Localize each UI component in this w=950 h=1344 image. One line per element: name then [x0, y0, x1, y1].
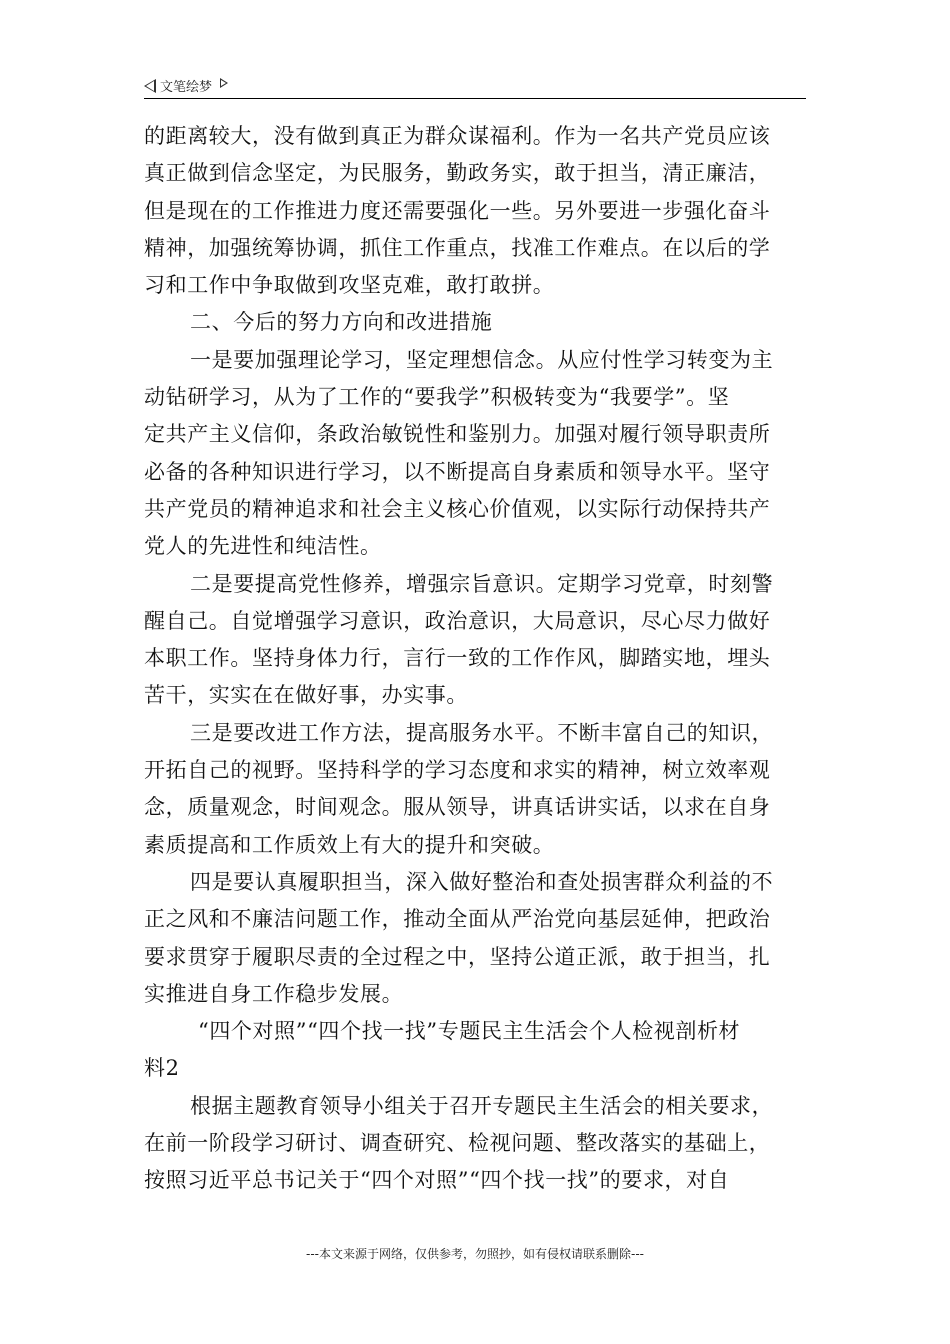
text-line: 真正做到信念坚定，为民服务，勤政务实，敢于担当，清正廉洁，	[144, 161, 771, 186]
text-line: 党人的先进性和纯洁性。	[144, 534, 382, 559]
brand-name: 文笔绘梦	[160, 80, 213, 95]
text-line: 三是要改进工作方法，提高服务水平。不断丰富自己的知识，	[190, 720, 774, 745]
text-line: 精神，加强统筹协调，抓住工作重点，找准工作难点。在以后的学	[144, 235, 771, 260]
text-line: 开拓自己的视野。坚持科学的学习态度和求实的精神，树立效率观	[144, 758, 771, 783]
document-title: “四个对照”“四个找一找”专题民主生活会个人检视剖析材	[198, 1019, 741, 1044]
text-line: 按照习近平总书记关于“四个对照”“四个找一找”的要求，对自	[144, 1168, 730, 1193]
text-line: 的距离较大，没有做到真正为群众谋福利。作为一名共产党员应该	[144, 124, 771, 148]
text-line: 素质提高和工作质效上有大的提升和突破。	[144, 832, 555, 857]
text-line: 动钻研学习，从为了工作的“要我学”积极转变为“我要学”。坚	[144, 385, 730, 410]
text-line: 根据主题教育领导小组关于召开专题民主生活会的相关要求，	[190, 1093, 774, 1118]
text-line: 在前一阶段学习研讨、调查研究、检视问题、整改落实的基础上，	[144, 1131, 771, 1156]
text-line: 念，质量观念，时间观念。服从领导，讲真话讲实话，以求在自身	[144, 795, 771, 820]
header-brand	[144, 76, 228, 95]
document-body	[144, 118, 806, 1200]
text-line: 但是现在的工作推进力度还需要强化一些。另外要进一步强化奋斗	[144, 198, 771, 223]
triangle-right-icon	[220, 78, 228, 88]
text-line: 必备的各种知识进行学习，以不断提高自身素质和领导水平。坚守	[144, 459, 771, 484]
text-line: 醒自己。自觉增强学习意识，政治意识，大局意识，尽心尽力做好	[144, 608, 771, 633]
text-line: 正之风和不廉洁问题工作，推动全面从严治党向基层延伸，把政治	[144, 907, 771, 932]
text-line: 本职工作。坚持身体力行，言行一致的工作作风，脚踏实地，埋头	[144, 646, 771, 671]
section-heading: 二、今后的努力方向和改进措施	[190, 310, 493, 335]
text-line: 四是要认真履职担当，深入做好整治和查处损害群众利益的不	[190, 869, 774, 894]
document-title-cont: 料2	[144, 1056, 180, 1081]
text-line: 定共产主义信仰，条政治敏锐性和鉴别力。加强对履行领导职责所	[144, 422, 771, 447]
triangle-left-icon	[144, 79, 156, 93]
text-line: 二是要提高党性修养，增强宗旨意识。定期学习党章，时刻警	[190, 571, 774, 596]
text-line: 共产党员的精神追求和社会主义核心价值观，以实际行动保持共产	[144, 496, 771, 521]
footer-notice: ---本文来源于网络，仅供参考，勿照抄，如有侵权请联系删除---	[306, 1247, 644, 1261]
text-line: 苦干，实实在在做好事，办实事。	[144, 683, 468, 708]
text-line: 要求贯穿于履职尽责的全过程之中，坚持公道正派，敢于担当，扎	[144, 944, 771, 969]
text-line: 实推进自身工作稳步发展。	[144, 981, 404, 1006]
text-line: 习和工作中争取做到攻坚克难，敢打敢拼。	[144, 273, 555, 298]
page-header	[144, 74, 806, 99]
text-line: 一是要加强理论学习，坚定理想信念。从应付性学习转变为主	[190, 347, 774, 372]
